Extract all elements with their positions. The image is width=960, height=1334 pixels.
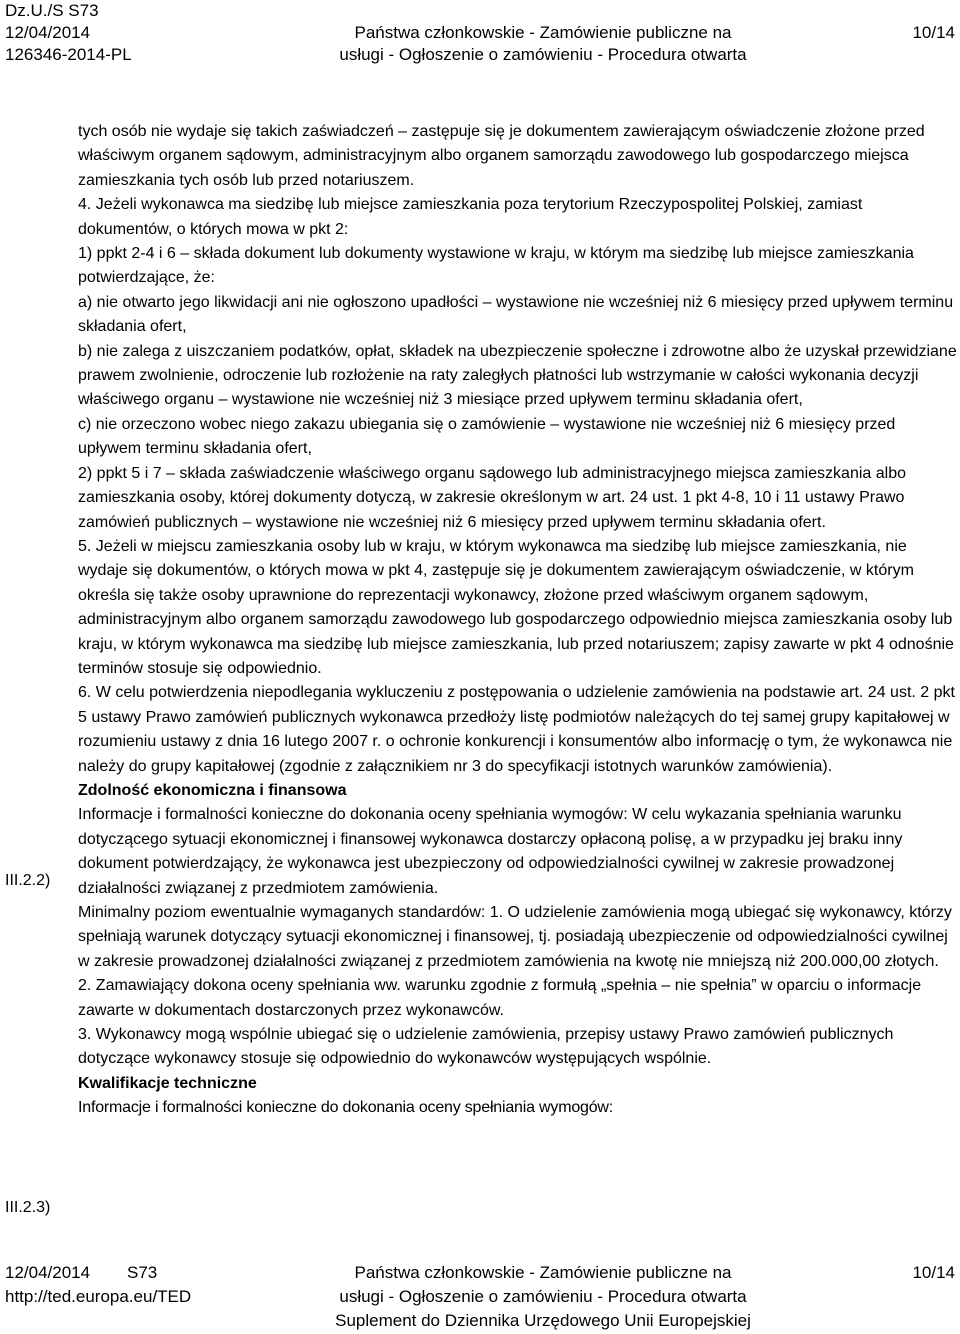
footer-title-line1: Państwa członkowskie - Zamówienie publiczne na [354,1263,732,1282]
paragraph: tych osób nie wydaje się takich zaświadczeń – zastępuje się je dokumentem zawierającym oświadczenie złożone przed właściwym organem sądowym, administracyjnym albo organem samorządu zawodowego lub gospodarczego miejsca zamieszkania tych osób lub przed notariuszem. [78,123,925,189]
paragraph: 2. Zamawiający dokona oceny spełniania ww. warunku zgodnie z formułą „spełnia – nie spełnia” w oparciu o informacje zawarte w dokumentach dostarczonych przez wykonawców. [78,977,922,1019]
header-title-line1: Państwa członkowskie - Zamówienie publiczne na [354,23,732,42]
document-body [78,120,960,1121]
section-heading-financial: Zdolność ekonomiczna i finansowa [78,781,347,799]
paragraph: 5. Jeżeli w miejscu zamieszkania osoby lub w kraju, w którym wykonawca ma siedzibę lub miejsce zamieszkania, nie wydaje się dokumentów, o których mowa w pkt 4, zastępuje się je dokumentem zawierającym oświadczenie, w którym określa się także osoby uprawnione do reprezentacji wykonawcy, złożone przed właściwym organem sądowym, administracyjnym albo organem samorządu zawodowego lub gospodarczego odpowiednio miejsca zamieszkania osoby lub kraju, w którym wykonawca ma siedzibę lub miejsce zamieszkania, lub przed notariuszem; zapisy zawarte w pkt 4 odnośnie terminów stosuje się odpowiednio. [78,537,954,677]
paragraph: Informacje i formalności konieczne do dokonania oceny spełniania wymogów: [78,1099,614,1117]
header-page-number: 10/14 [912,23,955,42]
footer-series: S73 [127,1263,158,1282]
footer-page-number: 10/14 [912,1263,955,1282]
paragraph: a) nie otwarto jego likwidacji ani nie ogłoszono upadłości – wystawione nie wcześniej niż 6 miesięcy przed upływem terminu składania ofert, [78,293,954,336]
paragraph: 6. W celu potwierdzenia niepodlegania wykluczeniu z postępowania o udzielenie zamówienia na podstawie art. 24 ust. 2 pkt 5 ustawy Prawo zamówień publicznych wykonawca przedłoży listę podmiotów należących do tej samej grupy kapitałowej w rozumieniu ustawy z dnia 16 lutego 2007 r. o ochronie konkurencji i konsumentów albo informację o tym, że wykonawca nie należy do grupy kapitałowej (zgodnie z załącznikiem nr 3 do specyfikacji istotnych warunków zamówienia). [78,684,955,775]
section-heading-technical: Kwalifikacje techniczne [78,1074,257,1092]
paragraph: Informacje i formalności konieczne do dokonania oceny spełniania wymogów: W celu wykazania spełniania warunku dotyczącego sytuacji ekonomicznej i finansowej wykonawca dostarczy opłaconą polisę, a w przypadku jej braku inny dokument potwierdzający, że wykonawca jest ubezpieczony od odpowiedzialności cywilnej w zakresie prowadzonej działalności związanej z przedmiotem zamówienia. [78,806,903,897]
header-date: 12/04/2014 [5,23,91,42]
section-number-financial: III.2.2) [5,872,51,889]
section-number-technical: III.2.3) [5,1199,51,1216]
paragraph: Minimalny poziom ewentualnie wymaganych standardów: 1. O udzielenie zamówienia mogą ubiegać się wykonawcy, którzy spełniają warunek dotyczący sytuacji ekonomicznej i finansowej, tj. posiadają ubezpieczenie od odpowiedzialności cywilnej w zakresie prowadzonej działalności związanej z przedmiotem zamówienia na kwotę nie mniejszą niż 200.000,00 złotych. [78,904,952,970]
paragraph: b) nie zalega z uiszczaniem podatków, opłat, składek na ubezpieczenie społeczne i zdrowotne albo że uzyskał przewidziane prawem zwolnienie, odroczenie lub rozłożenie na raty zaległych płatności lub wstrzymanie w całości wykonania decyzji właściwego organu – wystawione nie wcześniej niż 3 miesiące przed upływem terminu składania ofert, [78,342,957,409]
footer-title-line3: Suplement do Dziennika Urzędowego Unii Europejskiej [335,1311,751,1330]
paragraph: 2) ppkt 5 i 7 – składa zaświadczenie właściwego organu sądowego lub administracyjnego miejsca zamieszkania albo zamieszkania osoby, której dokumenty dotyczą, w zakresie określonym w art. 24 ust. 1 pkt 4-8, 10 i 11 ustawy Prawo zamówień publicznych – wystawione nie wcześniej niż 6 miesięcy przed upływem terminu składania ofert. [78,464,906,531]
paragraph: 1) ppkt 2-4 i 6 – składa dokument lub dokumenty wystawione w kraju, w którym ma siedzibę lub miejsce zamieszkania potwierdzające, że: [78,245,914,287]
header-title-line2: usługi - Ogłoszenie o zamówieniu - Procedura otwarta [339,45,747,64]
paragraph: 3. Wykonawcy mogą wspólnie ubiegać się o udzielenie zamówienia, przepisy ustawy Prawo zamówień publicznych dotyczące wykonawcy stosuje się odpowiednio do wykonawców występujących wspólnie. [78,1026,894,1068]
header-notice-id: 126346-2014-PL [5,45,132,64]
header-doc-ref: Dz.U./S S73 [5,1,99,20]
paragraph: c) nie orzeczono wobec niego zakazu ubiegania się o zamówienie – wystawione nie wcześniej niż 6 miesięcy przed upływem terminu składania ofert, [78,415,896,458]
footer-date: 12/04/2014 [5,1263,91,1282]
footer-title-line2: usługi - Ogłoszenie o zamówieniu - Procedura otwarta [339,1287,747,1306]
paragraph: 4. Jeżeli wykonawca ma siedzibę lub miejsce zamieszkania poza terytorium Rzeczypospolitej Polskiej, zamiast dokumentów, o których mowa w pkt 2: [78,196,863,238]
footer-url: http://ted.europa.eu/TED [5,1287,192,1306]
